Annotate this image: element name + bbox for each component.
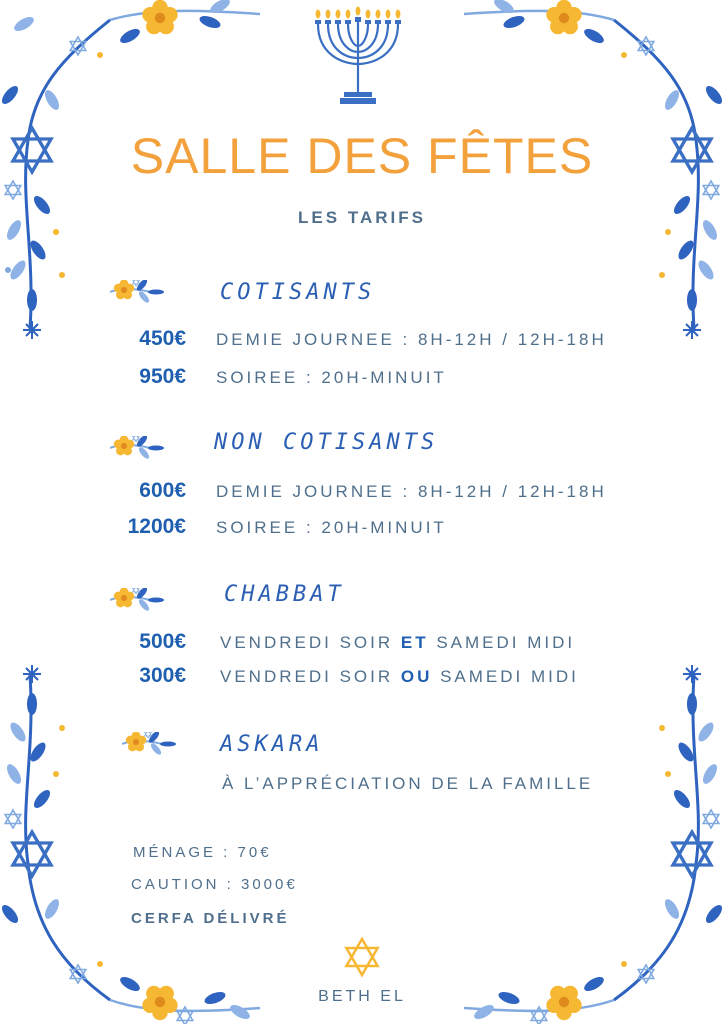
price-chabbat-et: 500€ [139,630,186,653]
emphasis-et: ET [400,633,429,652]
menorah-icon [312,6,404,106]
cerfa-note: CERFA DÉLIVRÉ [131,910,290,927]
desc-askara: À L’APPRÉCIATION DE LA FAMILLE [222,774,594,793]
desc-non-cotisants-soiree: SOIREE : 20H-MINUIT [216,518,447,537]
page-title: SALLE DES FÊTES [130,128,594,184]
price-cotisants-demie-journee: 450€ [139,327,186,350]
flower-branch-icon [122,732,194,756]
section-title-cotisants: COTISANTS [220,280,376,305]
price-chabbat-ou: 300€ [139,664,186,687]
desc-chabbat-ou: VENDREDI SOIR OU SAMEDI MIDI [220,667,579,686]
desc-cotisants-demie-journee: DEMIE JOURNEE : 8H-12H / 12H-18H [216,330,607,349]
floral-decoration-bottom-right [454,664,724,1024]
flower-branch-icon [110,588,182,612]
flower-branch-icon [110,436,182,460]
desc-non-cotisants-demie-journee: DEMIE JOURNEE : 8H-12H / 12H-18H [216,482,607,501]
flower-branch-icon [110,280,182,304]
section-title-non-cotisants: NON COTISANTS [214,430,439,455]
desc-chabbat-et: VENDREDI SOIR ET SAMEDI MIDI [220,633,576,652]
price-cotisants-soiree: 950€ [139,365,186,388]
star-of-david-icon [342,935,382,979]
menage-fee: MÉNAGE : 70€ [133,844,272,861]
footer-name: BETH EL [318,988,406,1005]
emphasis-ou: OU [400,667,433,686]
price-non-cotisants-soiree: 1200€ [127,515,186,538]
caution-fee: CAUTION : 3000€ [131,876,298,893]
page-subtitle: LES TARIFS [298,208,426,227]
price-non-cotisants-demie-journee: 600€ [139,479,186,502]
section-title-chabbat: CHABBAT [224,582,345,607]
section-title-askara: ASKARA [220,732,324,757]
desc-cotisants-soiree: SOIREE : 20H-MINUIT [216,368,447,387]
